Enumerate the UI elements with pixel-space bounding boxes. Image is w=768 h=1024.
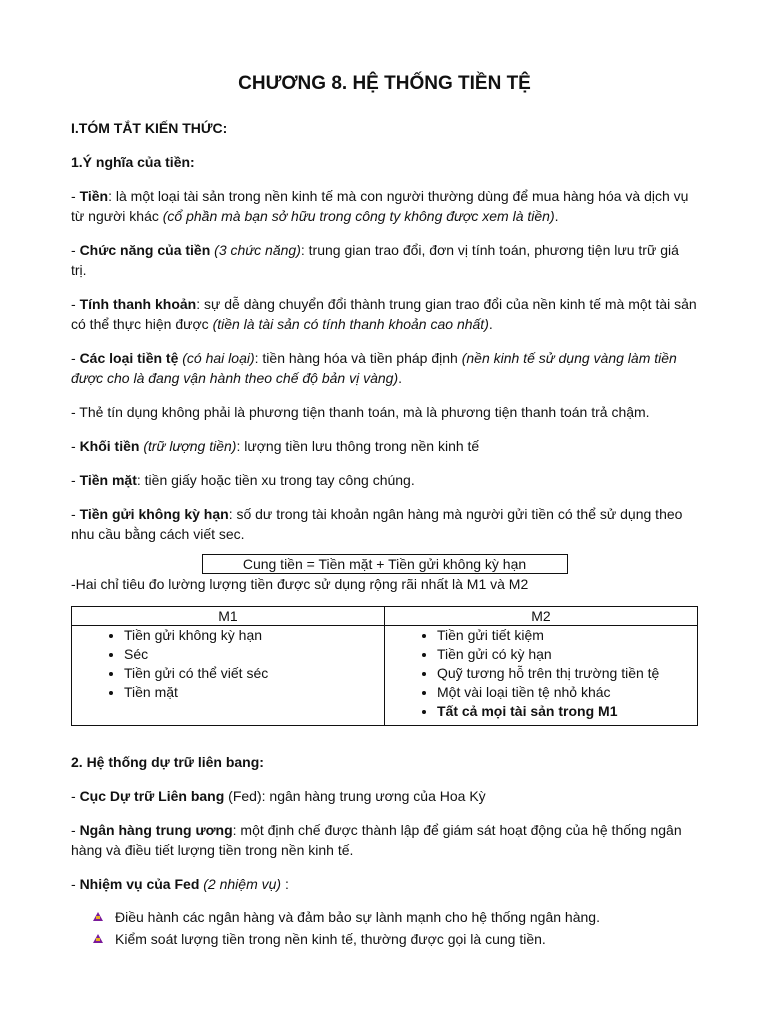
- note: (3 chức năng): [210, 242, 301, 258]
- dash: -: [71, 506, 80, 522]
- m1-list: [72, 626, 384, 702]
- term-thanh-khoan: Tính thanh khoản: [79, 296, 197, 312]
- duty-text: Kiểm soát lượng tiền trong nền kinh tế, thường được gọi là cung tiền.: [115, 931, 546, 947]
- duty-text: Điều hành các ngân hàng và đảm bảo sự lành mạnh cho hệ thống ngân hàng.: [115, 909, 600, 925]
- list-item: • Tất cả mọi tài sản trong M1: [437, 702, 697, 721]
- section-heading: I.TÓM TẮT KIẾN THỨC:: [71, 120, 228, 136]
- term-cac-loai: Các loại tiền tệ: [79, 350, 179, 366]
- note: (nền kinh tế sử dụng vàng làm tiền được cho là đang vận hành theo chế độ bản vị vàng): [71, 350, 677, 386]
- term-cuc-du-tru: Cục Dự trữ Liên bang: [79, 788, 225, 804]
- text: .: [554, 208, 559, 224]
- note: (có hai loại): [178, 350, 255, 366]
- list-item: [93, 906, 698, 928]
- paragraph-the-tin-dung: - Thẻ tín dụng không phải là phương tiện thanh toán, mà là phương tiện thanh toán trả chậm.: [71, 404, 650, 420]
- note: (2 nhiệm vụ): [199, 876, 282, 892]
- paragraph-chuc-nang: [71, 240, 698, 280]
- note: (trữ lượng tiền): [139, 438, 237, 454]
- m2-list: [385, 626, 697, 721]
- m1-m2-table: [71, 606, 698, 726]
- fed-duties-list: [71, 906, 698, 950]
- term-chuc-nang: Chức năng của tiền: [79, 242, 211, 258]
- dash: -: [71, 788, 80, 804]
- dash: -: [71, 188, 80, 204]
- text: : số dư trong tài khoản ngân hàng mà người gửi tiền có thể sử dụng theo nhu cầu bằng cách viết sec.: [71, 506, 683, 542]
- text: : tiền hàng hóa và tiền pháp định: [254, 350, 462, 366]
- table-row: [72, 626, 698, 726]
- text: : là một loại tài sản trong nền kinh tế mà con người thường dùng để mua hàng hóa và dịch vụ từ người khác: [71, 188, 689, 224]
- list-item: [93, 928, 698, 950]
- triangle-bullet-icon: [93, 912, 103, 921]
- paragraph-thanh-khoan: [71, 294, 698, 334]
- term-tien-mat: Tiền mặt: [79, 472, 137, 488]
- m1-cell: [72, 626, 385, 726]
- list-item: • Tiền gửi tiết kiệm: [437, 626, 697, 645]
- text: : sự dễ dàng chuyển đổi thành trung gian trao đổi của nền kinh tế mà một tài sản có thể thực hiện được: [71, 296, 697, 332]
- list-item: • Quỹ tương hỗ trên thị trường tiền tệ: [437, 664, 697, 683]
- chapter-title: CHƯƠNG 8. HỆ THỐNG TIỀN TỆ: [238, 73, 531, 94]
- header-m2: M2: [385, 607, 698, 626]
- paragraph-cac-loai: [71, 348, 698, 388]
- subsection-heading-1: 1.Ý nghĩa của tiền:: [71, 154, 195, 170]
- note: (cổ phần mà bạn sở hữu trong công ty không được xem là tiền): [162, 208, 555, 224]
- term-ngan-hang: Ngân hàng trung ương: [79, 822, 233, 838]
- text: .: [488, 316, 493, 332]
- term-tien-gui: Tiền gửi không kỳ hạn: [79, 506, 229, 522]
- paragraph-tien: [71, 186, 698, 226]
- paragraph-khoi-tien: [71, 436, 698, 456]
- formula-container: [71, 554, 698, 574]
- dash: -: [71, 296, 80, 312]
- table-header-row: [72, 607, 698, 626]
- term-nhiem-vu: Nhiệm vụ của Fed: [79, 876, 200, 892]
- paragraph-ngan-hang-trung-uong: [71, 820, 698, 860]
- subsection-heading-2: 2. Hệ thống dự trữ liên bang:: [71, 754, 264, 770]
- text: : trung gian trao đổi, đơn vị tính toán, phương tiện lưu trữ giá trị.: [71, 242, 679, 278]
- term-tien: Tiền: [79, 188, 109, 204]
- dash: -: [71, 438, 80, 454]
- dash: -: [71, 876, 80, 892]
- dash: -: [71, 242, 80, 258]
- term-khoi-tien: Khối tiền: [79, 438, 140, 454]
- money-supply-formula: Cung tiền = Tiền mặt + Tiền gửi không kỳ hạn: [202, 554, 568, 574]
- triangle-bullet-icon: [93, 934, 103, 943]
- paragraph-nhiem-vu: [71, 874, 698, 894]
- note: (tiền là tài sản có tính thanh khoản cao nhất): [212, 316, 489, 332]
- text: : tiền giấy hoặc tiền xu trong tay công chúng.: [136, 472, 415, 488]
- list-item: • Tiền gửi không kỳ hạn: [124, 626, 384, 645]
- text: :: [281, 876, 289, 892]
- list-item: • Tiền gửi có kỳ hạn: [437, 645, 697, 664]
- m2-cell: [385, 626, 698, 726]
- paragraph-tien-gui: [71, 504, 698, 544]
- dash: -: [71, 472, 80, 488]
- text: (Fed): ngân hàng trung ương của Hoa Kỳ: [224, 788, 486, 804]
- dash: -: [71, 822, 80, 838]
- list-item: • Tiền mặt: [124, 683, 384, 702]
- dash: -: [71, 350, 80, 366]
- list-item: • Một vài loại tiền tệ nhỏ khác: [437, 683, 697, 702]
- text: : một định chế được thành lập để giám sát hoạt động của hệ thống ngân hàng và điều tiết lượng tiền trong nền kinh tế.: [71, 822, 682, 858]
- text: : lượng tiền lưu thông trong nền kinh tế: [236, 438, 480, 454]
- paragraph-cuc-du-tru: [71, 786, 698, 806]
- list-item: • Séc: [124, 645, 384, 664]
- text: .: [398, 370, 403, 386]
- paragraph-tien-mat: [71, 470, 698, 490]
- list-item: • Tiền gửi có thể viết séc: [124, 664, 384, 683]
- header-m1: M1: [72, 607, 385, 626]
- paragraph-hai-chi-tieu: -Hai chỉ tiêu đo lường lượng tiền được sử dụng rộng rãi nhất là M1 và M2: [71, 576, 529, 592]
